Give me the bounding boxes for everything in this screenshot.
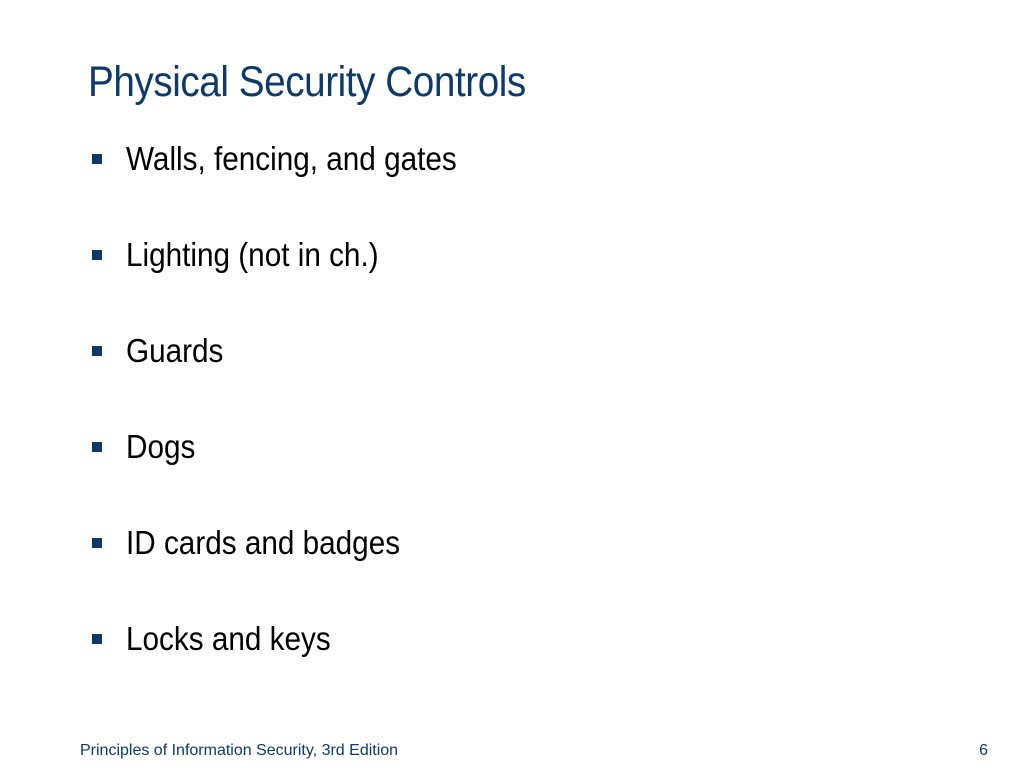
bullet-text: ID cards and badges — [126, 524, 401, 561]
square-bullet-icon — [92, 634, 102, 644]
slide-title: Physical Security Controls — [88, 58, 526, 106]
bullet-text: Lighting (not in ch.) — [126, 236, 379, 273]
square-bullet-icon — [92, 154, 102, 164]
square-bullet-icon — [92, 442, 102, 452]
bullet-text: Dogs — [126, 428, 196, 465]
page-number: 6 — [979, 742, 988, 759]
bullet-text: Locks and keys — [126, 620, 331, 657]
square-bullet-icon — [92, 538, 102, 548]
bullet-text: Guards — [126, 332, 224, 369]
bullet-text: Walls, fencing, and gates — [126, 140, 457, 177]
square-bullet-icon — [92, 250, 102, 260]
square-bullet-icon — [92, 346, 102, 356]
slide-footer: Principles of Information Security, 3rd Edition — [80, 742, 399, 759]
